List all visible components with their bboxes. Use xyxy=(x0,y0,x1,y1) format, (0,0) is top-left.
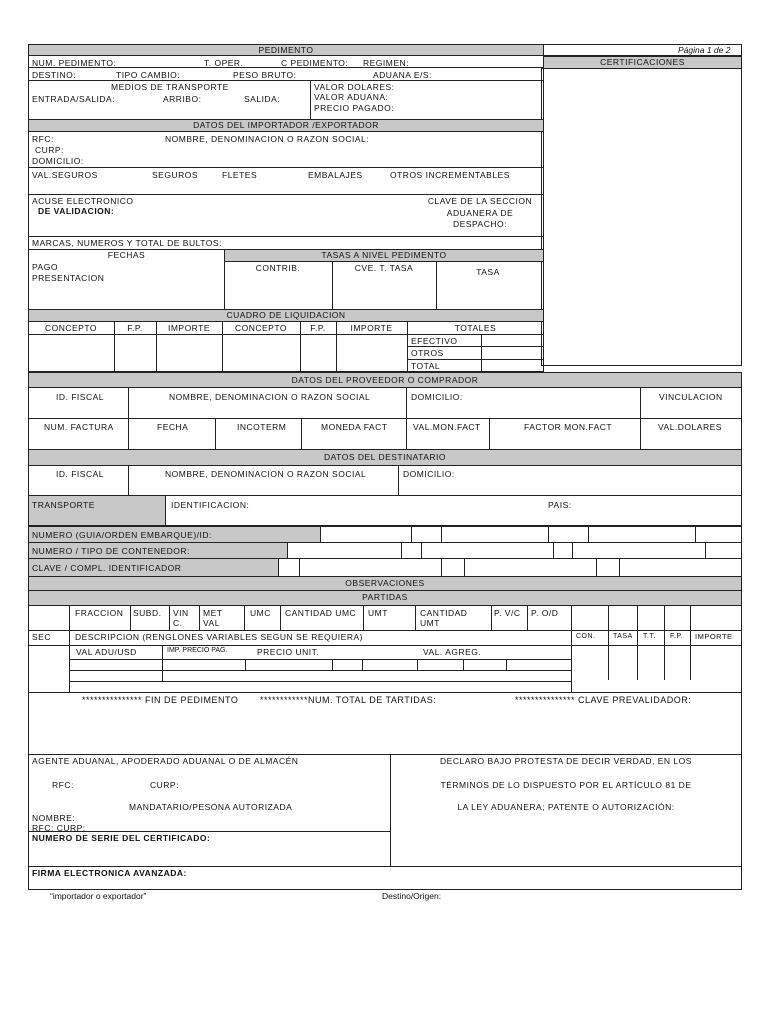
declaro-line-1: DECLARO BAJO PROTESTA DE DECIR VERDAD, EN LOS xyxy=(440,756,692,766)
liq-fp-1: F.P. xyxy=(127,323,143,333)
presentacion-label: PRESENTACION xyxy=(32,273,105,283)
pod-label: P. O/D xyxy=(531,608,559,618)
page-number: Página 1 de 2 xyxy=(678,45,731,55)
subd-label: SUBD. xyxy=(133,608,162,618)
prov-factor-mon-fact: FACTOR MON.FACT xyxy=(524,422,613,432)
vinc-label-1: VIN xyxy=(173,608,189,618)
otros-incrementables-label: OTROS INCREMENTABLES xyxy=(390,170,510,180)
numero-guia-label: NUMERO (GUIA/ORDEN EMBARQUE)/ID: xyxy=(32,530,212,540)
dest-domicilio: DOMICILIO: xyxy=(403,469,455,479)
descripcion-label: DESCRIPCION (RENGLONES VARIABLES SEGUN SE REQUIERA) xyxy=(75,632,363,642)
importe-col-label: IMPORTE xyxy=(695,632,733,641)
pvc-label: P. V/C xyxy=(494,608,521,618)
rfc-label: RFC: xyxy=(32,134,54,144)
umc-label: UMC xyxy=(250,608,271,618)
otros-label: OTROS xyxy=(411,348,444,358)
tipo-cambio-label: TIPO CAMBIO: xyxy=(116,70,181,80)
prov-fecha: FECHA xyxy=(157,422,189,432)
liq-concepto-2: CONCEPTO xyxy=(234,323,288,333)
seguros-label: SEGUROS xyxy=(152,170,199,180)
val-agreg-label: VAL. AGREG. xyxy=(423,647,482,657)
agente-rfc: RFC: xyxy=(52,780,74,790)
clave-prevalidador-label: *************** CLAVE PREVALIDADOR: xyxy=(515,695,692,705)
con-label: CON. xyxy=(576,633,596,640)
vinc-label-2: C. xyxy=(173,618,183,628)
curp-label: CURP: xyxy=(35,145,64,155)
proveedor-title: DATOS DEL PROVEEDOR O COMPRADOR xyxy=(291,375,479,385)
prov-moneda-fact: MONEDA FACT xyxy=(321,422,388,432)
certificaciones-title: CERTIFICACIONES xyxy=(600,57,685,67)
tasa-col-label: TASA xyxy=(613,633,633,640)
peso-bruto-label: PESO BRUTO: xyxy=(233,70,297,80)
liq-fp-2: F.P. xyxy=(310,323,326,333)
regimen-label: REGIMEN: xyxy=(363,58,410,68)
num-pedimento-label: NUM. PEDIMENTO: xyxy=(32,58,117,68)
agente-title: AGENTE ADUANAL, APODERADO ADUANAL O DE ALMACÉN xyxy=(32,756,299,766)
prov-num-factura: NUM. FACTURA xyxy=(44,422,114,432)
firma-label: FIRMA ELECTRONICA AVANZADA: xyxy=(32,868,187,878)
agente-rfc-curp: RFC: CURP: xyxy=(32,823,86,833)
importador-title: DATOS DEL IMPORTADOR /EXPORTADOR xyxy=(193,120,379,130)
val-seguros-label: VAL.SEGUROS xyxy=(32,170,98,180)
pago-label: PAGO xyxy=(32,262,58,272)
prov-val-dolares: VAL.DOLARES xyxy=(658,422,722,432)
precio-pagado-label: PRECIO PAGADO: xyxy=(314,103,395,113)
liq-importe-2: IMPORTE xyxy=(350,323,393,333)
met-val-label-2: VAL xyxy=(203,618,220,628)
medios-transporte-label: MEDIOS DE TRANSPORTE xyxy=(111,82,229,92)
valor-dolares-label: VALOR DOLARES: xyxy=(314,82,395,92)
prov-nombre: NOMBRE, DENOMINACION O RAZON SOCIAL xyxy=(169,392,371,402)
importador-outline xyxy=(28,131,544,250)
umt-label: UMT xyxy=(368,608,388,618)
salida-label: SALIDA: xyxy=(244,94,281,104)
declaro-line-3: LA LEY ADUANERA; PATENTE O AUTORIZACIÓN: xyxy=(457,802,675,812)
destinatario-title: DATOS DEL DESTINATARIO xyxy=(324,452,446,462)
domicilio-label: DOMICILIO: xyxy=(32,156,84,166)
dest-nombre: NOMBRE, DENOMINACION O RAZON SOCIAL xyxy=(165,469,367,479)
cantidad-umc-label: CANTIDAD UMC xyxy=(285,608,357,618)
despacho-label: DESPACHO: xyxy=(453,219,507,229)
pais-label: PAIS: xyxy=(548,500,572,510)
met-val-label-1: MET xyxy=(203,608,223,618)
destinatario-box xyxy=(28,465,742,496)
numero-serie-label: NUMERO DE SERIE DEL CERTIFICADO: xyxy=(32,833,211,843)
liq-totales: TOTALES xyxy=(454,323,497,333)
clave-compl-label: CLAVE / COMPL. IDENTIFICADOR xyxy=(32,563,182,573)
prov-domicilio: DOMICILIO: xyxy=(411,392,463,402)
contrib-label: CONTRIB. xyxy=(255,263,301,273)
agente-nombre: NOMBRE: xyxy=(32,813,76,823)
certificaciones-area xyxy=(541,68,742,366)
marcas-label: MARCAS, NUMEROS Y TOTAL DE BULTOS: xyxy=(32,238,222,248)
arribo-label: ARRIBO: xyxy=(163,94,202,104)
cantidad-umt-label-2: UMT xyxy=(420,618,440,628)
footer-destino-origen: Destino/Origen: xyxy=(382,891,442,901)
embalajes-label: EMBALAJES xyxy=(308,170,363,180)
agente-curp: CURP: xyxy=(150,780,179,790)
liq-concepto-1: CONCEPTO xyxy=(44,323,98,333)
tasas-title: TASAS A NIVEL PEDIMENTO xyxy=(321,250,447,260)
prov-id-fiscal: ID. FISCAL xyxy=(56,392,104,402)
aduana-label: ADUANA E/S: xyxy=(373,70,432,80)
fin-pedimento-label: *************** FIN DE PEDIMENTO xyxy=(82,695,239,705)
liquidacion-title: CUADRO DE LIQUIDACION xyxy=(226,310,346,320)
t-oper-label: T. OPER. xyxy=(204,58,244,68)
precio-unit-label: PRECIO UNIT. xyxy=(257,647,320,657)
identificacion-label: IDENTIFICACION: xyxy=(171,500,250,510)
liq-importe-1: IMPORTE xyxy=(167,323,211,333)
pedimento-title: PEDIMENTO xyxy=(258,45,314,55)
footer-importador: “importador o exportador” xyxy=(50,891,147,901)
entrada-salida-label: ENTRADA/SALIDA: xyxy=(32,94,116,104)
aduanera-label: ADUANERA DE xyxy=(446,208,514,218)
nombre-label: NOMBRE, DENOMINACION O RAZON SOCIAL: xyxy=(165,134,370,144)
total-label: TOTAL xyxy=(411,361,441,371)
partidas-title: PARTIDAS xyxy=(362,592,408,602)
validacion-label: DE VALIDACION: xyxy=(38,206,115,216)
fechas-label: FECHAS xyxy=(107,250,146,260)
imp-precio-label: IMP. PRECIO PAG. xyxy=(167,647,228,654)
num-total-label: ************NUM. TOTAL DE TARTIDAS: xyxy=(260,695,437,705)
destino-label: DESTINO: xyxy=(32,70,77,80)
c-pedimento-label: C PEDIMENTO: xyxy=(281,58,349,68)
numero-contenedor-label: NUMERO / TIPO DE CONTENEDOR: xyxy=(32,546,190,556)
tasa-label: TASA xyxy=(476,267,500,277)
mandatario-label: MANDATARIO/PESONA AUTORIZADA xyxy=(129,802,293,812)
transporte-label: TRANSPORTE xyxy=(32,500,95,510)
val-adu-label: VAL ADU/USD xyxy=(76,647,137,657)
tt-label: T.T. xyxy=(643,633,656,640)
clave-seccion-label: CLAVE DE LA SECCION xyxy=(427,196,533,206)
sec-label: SEC xyxy=(32,632,51,642)
fp-col-label: F.P. xyxy=(670,633,684,640)
prov-incoterm: INCOTERM xyxy=(237,422,287,432)
declaro-line-2: TÉRMINOS DE LO DISPUESTO POR EL ARTÍCULO 81 DE xyxy=(440,780,692,790)
observaciones-title: OBSERVACIONES xyxy=(345,578,425,588)
dest-id-fiscal: ID. FISCAL xyxy=(56,469,104,479)
prov-val-mon-fact: VAL.MON.FACT xyxy=(413,422,481,432)
efectivo-label: EFECTIVO xyxy=(411,336,458,346)
acuse-label: ACUSE ELECTRONICO xyxy=(32,196,134,206)
cve-t-tasa-label: CVE. T. TASA xyxy=(354,263,414,273)
valor-aduana-label: VALOR ADUANA: xyxy=(314,92,389,102)
fraccion-label: FRACCION xyxy=(75,608,124,618)
cantidad-umt-label-1: CANTIDAD xyxy=(420,608,468,618)
fletes-label: FLETES xyxy=(222,170,258,180)
prov-vinculacion: VINCULACION xyxy=(659,392,723,402)
